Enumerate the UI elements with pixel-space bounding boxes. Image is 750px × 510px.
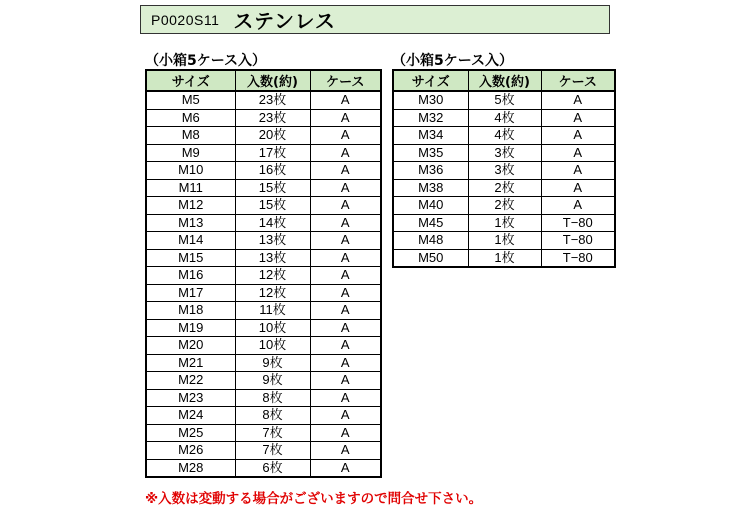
cell-size: M6 [146, 109, 235, 127]
column-header-case: ケース [310, 70, 381, 91]
cell-quantity: 1枚 [468, 214, 541, 232]
cell-case: A [310, 284, 381, 302]
cell-quantity: 13枚 [235, 232, 310, 250]
cell-size: M32 [393, 109, 468, 127]
left-table-caption: （小箱5ケース入） [145, 53, 267, 69]
column-header-quantity: 入数(約) [468, 70, 541, 91]
cell-size: M21 [146, 354, 235, 372]
table-row [393, 214, 615, 232]
cell-case: A [310, 267, 381, 285]
cell-quantity: 9枚 [235, 372, 310, 390]
cell-quantity: 8枚 [235, 389, 310, 407]
cell-quantity: 10枚 [235, 319, 310, 337]
cell-quantity: 5枚 [468, 91, 541, 109]
cell-size: M30 [393, 91, 468, 109]
cell-case: A [310, 179, 381, 197]
table-row [146, 214, 381, 232]
cell-size: M24 [146, 407, 235, 425]
cell-size: M25 [146, 424, 235, 442]
table-row [393, 249, 615, 267]
cell-case: A [310, 249, 381, 267]
cell-size: M50 [393, 249, 468, 267]
cell-quantity: 4枚 [468, 127, 541, 145]
cell-quantity: 9枚 [235, 354, 310, 372]
cell-case: A [310, 337, 381, 355]
cell-case: A [310, 127, 381, 145]
cell-quantity: 3枚 [468, 162, 541, 180]
cell-case: A [310, 442, 381, 460]
cell-size: M28 [146, 459, 235, 477]
cell-case: A [541, 127, 615, 145]
table-row [146, 459, 381, 477]
cell-quantity: 23枚 [235, 109, 310, 127]
cell-size: M36 [393, 162, 468, 180]
cell-case: A [541, 91, 615, 109]
table-row [146, 284, 381, 302]
table-row [393, 232, 615, 250]
cell-size: M34 [393, 127, 468, 145]
cell-quantity: 8枚 [235, 407, 310, 425]
table-row [146, 337, 381, 355]
cell-quantity: 17枚 [235, 144, 310, 162]
table-row [146, 197, 381, 215]
cell-quantity: 23枚 [235, 91, 310, 109]
cell-size: M8 [146, 127, 235, 145]
right-size-table [392, 69, 616, 268]
cell-case: A [310, 91, 381, 109]
cell-quantity: 7枚 [235, 442, 310, 460]
column-header-size: サイズ [146, 70, 235, 91]
cell-size: M22 [146, 372, 235, 390]
cell-case: A [310, 424, 381, 442]
cell-case: A [310, 354, 381, 372]
cell-case: A [310, 144, 381, 162]
table-row [146, 109, 381, 127]
cell-size: M14 [146, 232, 235, 250]
table-row [146, 232, 381, 250]
cell-size: M15 [146, 249, 235, 267]
cell-quantity: 3枚 [468, 144, 541, 162]
cell-quantity: 11枚 [235, 302, 310, 320]
table-row [146, 424, 381, 442]
table-row [393, 91, 615, 109]
cell-quantity: 20枚 [235, 127, 310, 145]
quantity-notice: ※入数は変動する場合がございますので問合せ下さい。 [145, 491, 483, 507]
cell-size: M17 [146, 284, 235, 302]
cell-size: M16 [146, 267, 235, 285]
cell-case: A [541, 109, 615, 127]
cell-case: A [310, 302, 381, 320]
cell-case: A [310, 389, 381, 407]
table-row [146, 127, 381, 145]
table-row [146, 249, 381, 267]
column-header-quantity: 入数(約) [235, 70, 310, 91]
cell-case: T−80 [541, 214, 615, 232]
cell-size: M40 [393, 197, 468, 215]
cell-size: M48 [393, 232, 468, 250]
cell-case: A [310, 214, 381, 232]
cell-quantity: 4枚 [468, 109, 541, 127]
table-row [146, 302, 381, 320]
cell-size: M12 [146, 197, 235, 215]
cell-case: T−80 [541, 232, 615, 250]
cell-size: M13 [146, 214, 235, 232]
table-row [146, 319, 381, 337]
cell-case: A [310, 162, 381, 180]
cell-size: M20 [146, 337, 235, 355]
cell-size: M11 [146, 179, 235, 197]
cell-size: M38 [393, 179, 468, 197]
cell-quantity: 16枚 [235, 162, 310, 180]
table-row [146, 407, 381, 425]
right-table-caption: （小箱5ケース入） [392, 53, 514, 69]
table-row [146, 389, 381, 407]
table-row [393, 179, 615, 197]
table-row [146, 162, 381, 180]
cell-size: M35 [393, 144, 468, 162]
table-row [393, 127, 615, 145]
cell-size: M19 [146, 319, 235, 337]
cell-quantity: 13枚 [235, 249, 310, 267]
cell-case: T−80 [541, 249, 615, 267]
cell-quantity: 1枚 [468, 249, 541, 267]
table-row [393, 144, 615, 162]
table-row [393, 109, 615, 127]
column-header-case: ケース [541, 70, 615, 91]
cell-size: M10 [146, 162, 235, 180]
cell-case: A [310, 319, 381, 337]
cell-quantity: 6枚 [235, 459, 310, 477]
title-bar [140, 5, 610, 34]
cell-case: A [541, 162, 615, 180]
table-row [393, 162, 615, 180]
cell-size: M5 [146, 91, 235, 109]
table-row [146, 442, 381, 460]
cell-size: M45 [393, 214, 468, 232]
cell-quantity: 1枚 [468, 232, 541, 250]
cell-quantity: 15枚 [235, 179, 310, 197]
cell-quantity: 12枚 [235, 284, 310, 302]
table-row [146, 144, 381, 162]
cell-case: A [310, 407, 381, 425]
product-code: P0020S11 [151, 11, 220, 28]
cell-case: A [310, 197, 381, 215]
cell-case: A [541, 144, 615, 162]
cell-quantity: 2枚 [468, 197, 541, 215]
table-row [146, 267, 381, 285]
left-size-table [145, 69, 382, 478]
cell-quantity: 14枚 [235, 214, 310, 232]
table-row [393, 197, 615, 215]
cell-case: A [541, 197, 615, 215]
table-row [146, 372, 381, 390]
cell-size: M26 [146, 442, 235, 460]
cell-quantity: 10枚 [235, 337, 310, 355]
cell-size: M23 [146, 389, 235, 407]
cell-quantity: 7枚 [235, 424, 310, 442]
table-row [146, 354, 381, 372]
cell-size: M18 [146, 302, 235, 320]
column-header-size: サイズ [393, 70, 468, 91]
cell-quantity: 12枚 [235, 267, 310, 285]
cell-size: M9 [146, 144, 235, 162]
cell-case: A [310, 232, 381, 250]
cell-quantity: 2枚 [468, 179, 541, 197]
product-name: ステンレス [233, 9, 336, 33]
cell-case: A [310, 372, 381, 390]
cell-case: A [310, 109, 381, 127]
cell-case: A [541, 179, 615, 197]
cell-case: A [310, 459, 381, 477]
table-row [146, 91, 381, 109]
table-row [146, 179, 381, 197]
cell-quantity: 15枚 [235, 197, 310, 215]
